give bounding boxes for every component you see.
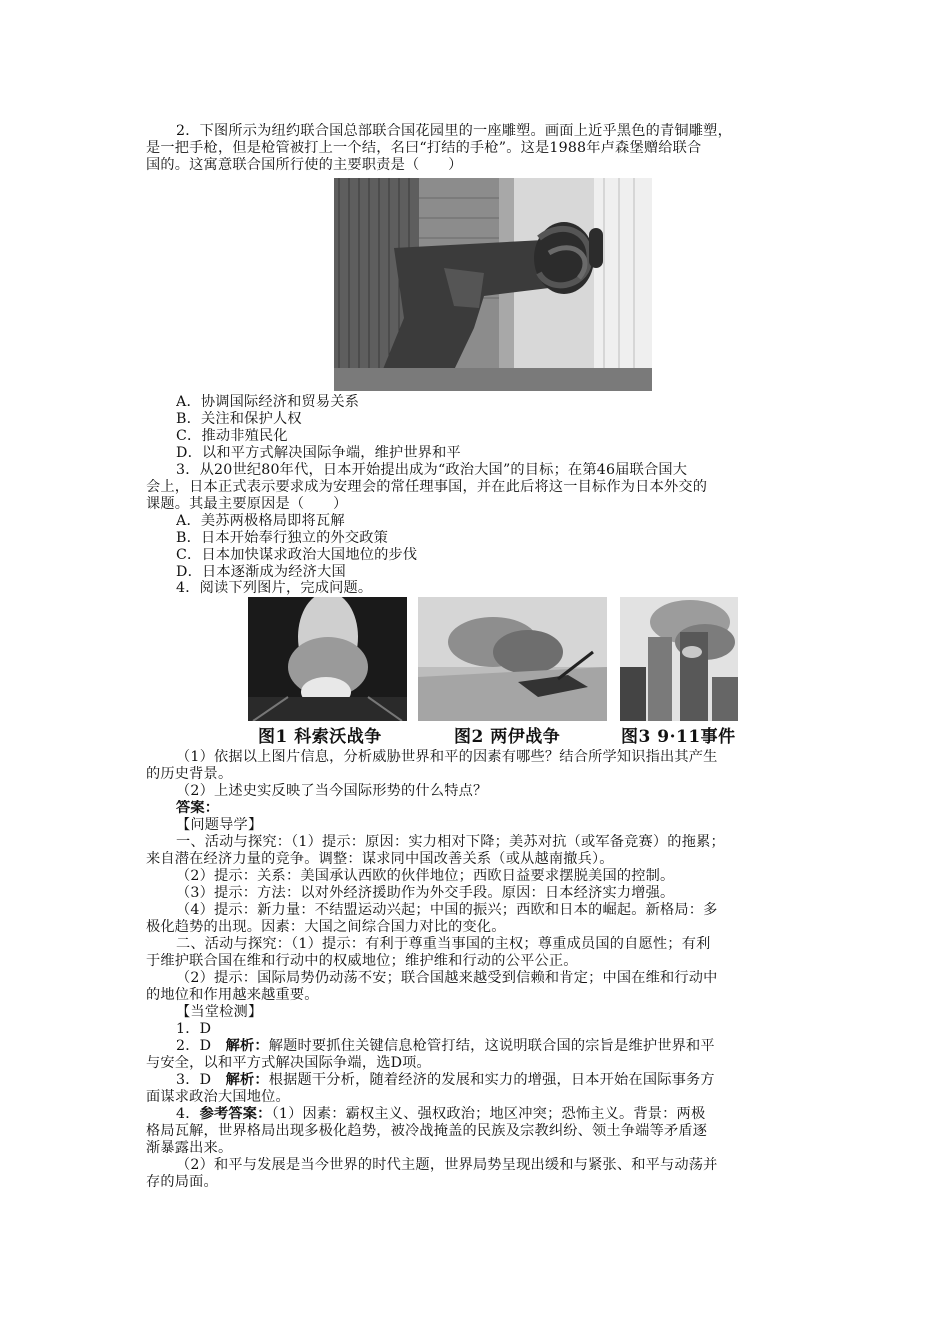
answer-4: 4．参考答案：（1）因素：霸权主义、强权政治；地区冲突；恐怖主义。背景：两极 (176, 1106, 706, 1122)
knotted-gun-photo (334, 178, 652, 391)
iran-iraq-war-image (418, 597, 607, 721)
q2-line-1: 2．下图所示为纽约联合国总部联合国花园里的一座雕塑。画面上近乎黑色的青铜雕塑， (176, 123, 732, 139)
answer-2: 2．D 解析：解题时要抓住关键信息枪管打结，这说明联合国的宗旨是维护世界和平 (176, 1038, 715, 1054)
q2-option-a: A．协调国际经济和贸易关系 (176, 394, 360, 410)
figure-2-caption: 图2 两伊战争 (454, 727, 561, 747)
s1-line-3: （2）提示：关系：美国承认西欧的伙伴地位；西欧日益要求摆脱美国的控制。 (176, 868, 675, 884)
reference-answer-label: 参考答案： (199, 1106, 272, 1122)
figure-3-caption: 图3 9·11事件 (621, 727, 736, 747)
q2-option-c: C．推动非殖民化 (176, 428, 288, 444)
q3-option-d: D．日本逐渐成为经济大国 (176, 564, 346, 580)
answer-3-cont: 面谋求政治大国地位。 (146, 1089, 290, 1105)
q3-line-3: 课题。其最主要原因是（ ） (146, 496, 348, 512)
answer-2-cont: 与安全，以和平方式解决国际争端，选D项。 (146, 1055, 431, 1071)
kosovo-war-image (248, 597, 407, 721)
q2-option-d: D．以和平方式解决国际争端，维护世界和平 (176, 445, 461, 461)
s1-line-5: （4）提示：新力量：不结盟运动兴起；中国的振兴；西欧和日本的崛起。新格局：多 (176, 902, 718, 918)
q4-sub1-line-1: （1）依据以上图片信息，分析威胁世界和平的因素有哪些？结合所学知识指出其产生 (176, 749, 718, 765)
s1-line-1: 一、活动与探究：（1）提示：原因：实力相对下降；美苏对抗（或军备竞赛）的拖累； (176, 834, 725, 850)
answer-4-line-2: 格局瓦解，世界格局出现多极化趋势，被冷战掩盖的民族及宗教纠纷、领土争端等矛盾逐 (146, 1123, 708, 1139)
q4-intro: 4．阅读下列图片，完成问题。 (176, 580, 373, 596)
s1-line-4: （3）提示：方法：以对外经济援助作为外交手段。原因：日本经济实力增强。 (176, 885, 675, 901)
analysis-label: 解析： (225, 1038, 269, 1054)
knotted-gun-image (334, 178, 652, 391)
q2-option-b: B．关注和保护人权 (176, 411, 302, 427)
section-in-class-test: 【当堂检测】 (176, 1004, 263, 1020)
answer-3: 3．D 解析：根据题干分析，随着经济的发展和实力的增强，日本开始在国际事务方 (176, 1072, 715, 1088)
q4-sub2: （2）上述史实反映了当今国际形势的什么特点？ (176, 783, 488, 799)
q4-sub1-line-2: 的历史背景。 (146, 766, 233, 782)
q3-line-2: 会上，日本正式表示要求成为安理会的常任理事国，并在此后将这一目标作为日本外交的 (146, 479, 708, 495)
q3-option-a: A．美苏两极格局即将瓦解 (176, 513, 345, 529)
q3-option-b: B．日本开始奉行独立的外交政策 (176, 530, 389, 546)
answer-1: 1．D (176, 1021, 212, 1037)
s1-line-10: 的地位和作用越来越重要。 (146, 987, 319, 1003)
figure-1-caption: 图1 科索沃战争 (258, 727, 382, 747)
september-11-image (620, 597, 738, 721)
answer-4-sub2-line-1: （2）和平与发展是当今世界的时代主题，世界局势呈现出缓和与紧张、和平与动荡并 (176, 1157, 718, 1173)
s1-line-2: 来自潜在经济力量的竞争。调整：谋求同中国改善关系（或从越南撤兵）。 (146, 851, 614, 867)
s1-line-6: 极化趋势的出现。因素：大国之间综合国力对比的变化。 (146, 919, 506, 935)
kosovo-war-photo (248, 597, 407, 721)
q2-line-3: 国的。这寓意联合国所行使的主要职责是（ ） (146, 157, 463, 173)
answers-heading: 答案： (176, 800, 220, 816)
answer-4-line-3: 渐暴露出来。 (146, 1140, 233, 1156)
september-11-photo (620, 597, 738, 721)
section-problem-guide: 【问题导学】 (176, 817, 263, 833)
q3-option-c: C．日本加快谋求政治大国地位的步伐 (176, 547, 418, 563)
analysis-label: 解析： (225, 1072, 269, 1088)
iran-iraq-war-photo (418, 597, 607, 721)
q3-line-1: 3．从20世纪80年代，日本开始提出成为“政治大国”的目标；在第46届联合国大 (176, 462, 688, 478)
q2-line-2: 是一把手枪，但是枪管被打上一个结，名曰“打结的手枪”。这是1988年卢森堡赠给联合 (146, 140, 702, 156)
s1-line-7: 二、活动与探究：（1）提示：有利于尊重当事国的主权；尊重成员国的自愿性；有利 (176, 936, 711, 952)
s1-line-9: （2）提示：国际局势仍动荡不安；联合国越来越受到信赖和肯定；中国在维和行动中 (176, 970, 718, 986)
s1-line-8: 于维护联合国在维和行动中的权威地位；维护维和行动的公平公正。 (146, 953, 578, 969)
answer-4-sub2-line-2: 存的局面。 (146, 1174, 218, 1190)
